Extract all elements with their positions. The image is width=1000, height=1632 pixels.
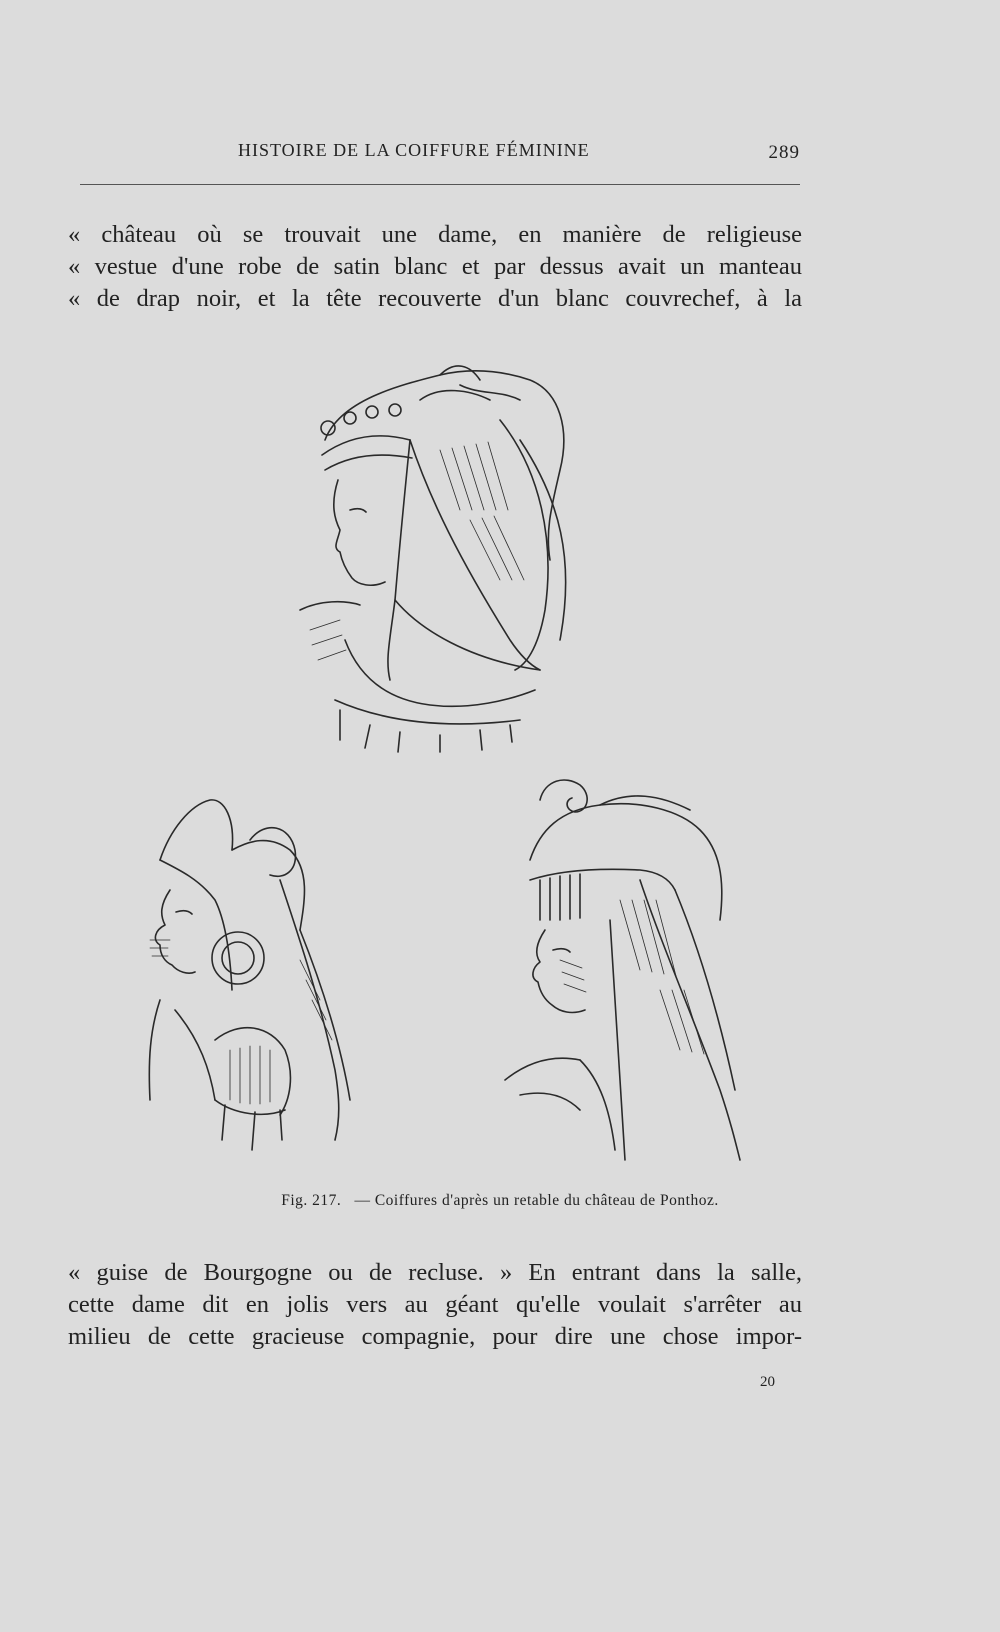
text-line: « vestue d'une robe de satin blanc et par dessus avait un manteau [68,253,802,280]
text-line: milieu de cette gracieuse compagnie, pour dire une chose impor- [68,1323,802,1350]
body-text-bottom [68,1257,802,1353]
text-line: « château où se trouvait une dame, en manière de religieuse [68,221,802,248]
headdress-right-figure [505,780,740,1160]
figure-label: Fig. 217. [281,1192,342,1209]
text-line: « guise de Bourgogne ou de recluse. » En entrant dans la salle, [68,1259,802,1286]
text-line: « de drap noir, et la tête recouverte d'un blanc couvrechef, à la [68,285,802,312]
figure-caption-text: — Coiffures d'après un retable du château de Ponthoz. [354,1192,719,1209]
headdress-top-figure [300,366,566,752]
page-number: 289 [768,142,800,163]
headdress-left-figure [149,800,350,1150]
figure-caption [0,1192,1000,1210]
signature-mark: 20 [760,1374,775,1390]
text-line: cette dame dit en jolis vers au géant qu'elle voulait s'arrêter au [68,1291,802,1318]
running-title: HISTOIRE DE LA COIFFURE FÉMININE [238,140,590,160]
